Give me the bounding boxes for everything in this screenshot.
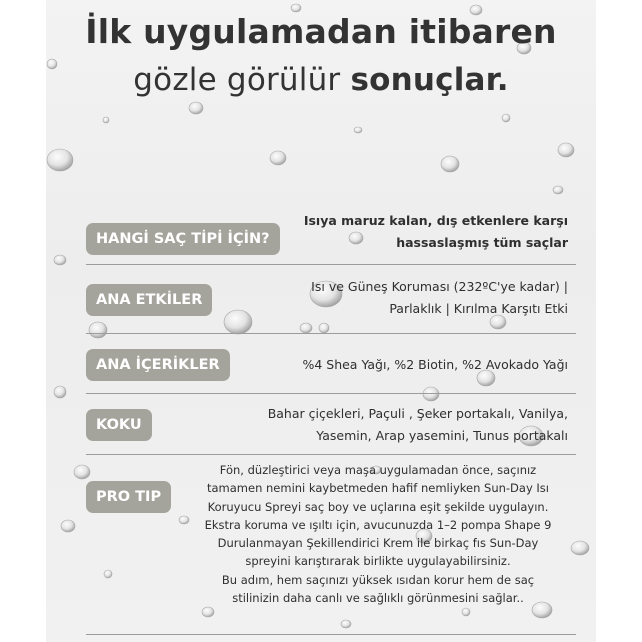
headline-line-2	[46, 62, 596, 98]
pro-tip-label: PRO TIP	[86, 481, 171, 513]
row-divider	[86, 264, 576, 265]
main-effects-value: Isı ve Güneş Koruması (232ºC'ye kadar) | Parlaklık | Kırılma Karşıtı Etki	[311, 279, 568, 316]
row-divider	[86, 393, 576, 394]
headline-line-1: İlk uygulamadan itibaren	[85, 12, 557, 51]
main-ingredients-value: %4 Shea Yağı, %2 Biotin, %2 Avokado Yağı	[302, 357, 568, 372]
pro-tip-value: Fön, düzleştirici veya maşa uygulamadan önce, saçınız tamamen nemini kaybetmeden hafif nemliyken Sun-Day Isı Koruyucu Spreyi saç boy ve uçlarına eşit şekilde uygulayın. Ekstra koruma ve ışıltı için, avucunuzda 1–2 pompa Shape 9 Durulanmayan Şekillendirici Krem ile birkaç fıs Sun-Day spreyini karıştırarak birlikte uygulayabilirsiniz. Bu adım, hem saçınızı yüksek ısıdan korur hem de saç stilinizin daha canlı ve sağlıklı görünmesini sağlar..	[204, 463, 552, 606]
main-effects-label: ANA ETKİLER	[86, 284, 212, 316]
main-ingredients-label: ANA İÇERİKLER	[86, 349, 230, 381]
hair-type-value: Isıya maruz kalan, dış etkenlere karşı hassaslaşmış tüm saçlar	[303, 213, 568, 250]
scent-label: KOKU	[86, 409, 152, 441]
headline-line-2-bold: sonuçlar.	[350, 62, 509, 98]
product-info-panel	[46, 0, 596, 642]
row-divider	[86, 333, 576, 334]
headline-line-2-normal: gözle görülür	[133, 62, 351, 98]
hair-type-label: HANGİ SAÇ TİPİ İÇİN?	[86, 223, 280, 255]
scent-value: Bahar çiçekleri, Paçuli , Şeker portakalı, Vanilya, Yasemin, Arap yasemini, Tunus portakalı	[267, 406, 568, 443]
row-divider	[86, 634, 576, 635]
row-divider	[86, 454, 576, 455]
